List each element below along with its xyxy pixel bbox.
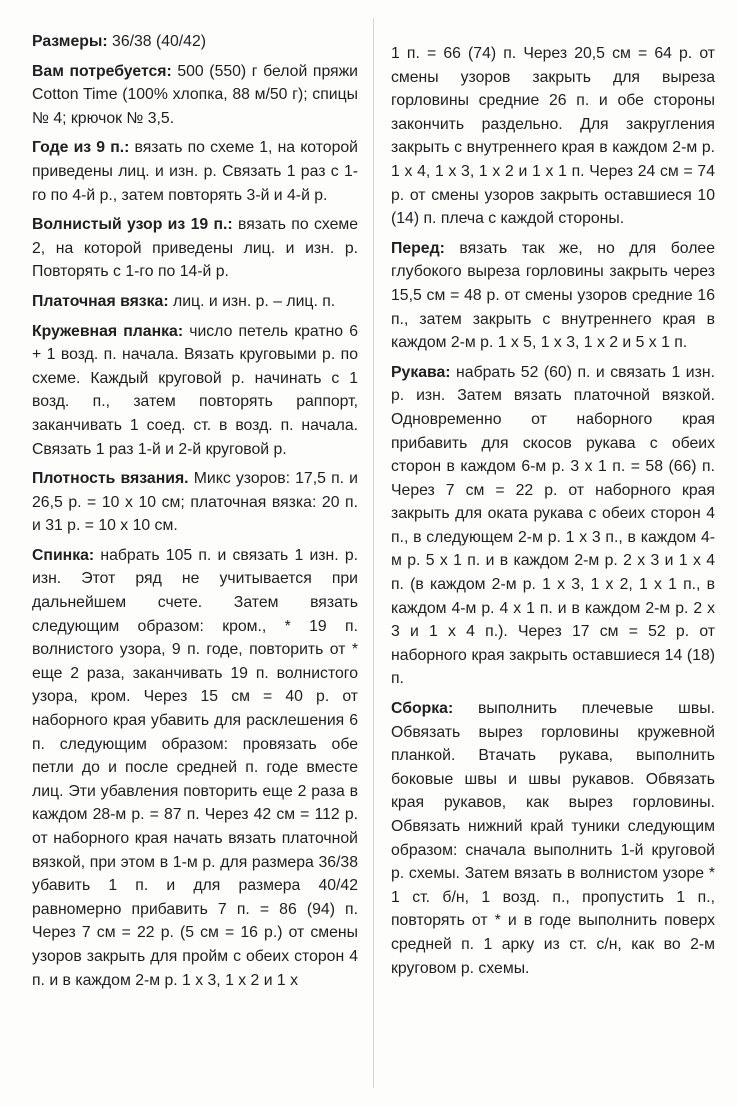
text-sleeves: набрать 52 (60) п. и связать 1 изн. р. изн. Затем вязать платочной вязкой. Одновременно от наборного края прибавить для скосов рукава с обеих сторон в каждом 6-м р. 3 х 1 п. = 58 (66) п. Через 7 см = 22 р. от наборного края закрыть для оката рукава с обеих сторон 4 п., в следующем 2-м р. 1 х 3 п., в каждом 4-м р. 5 х 1 п. и в каждом 2-м р. 2 х 3 и 1 х 4 п. (в каждом 2-м р. 1 х 3, 1 х 2, 1 х 1 п., в каждом 4-м р. 4 х 1 п. и в каждом 2-м р. 2 х 3 и 1 х 4 п.). Через 17 см = 52 р. от наборного края закрыть оставшиеся 14 (18) п. [391, 363, 715, 688]
paragraph-materials [32, 60, 358, 131]
text-back-continued: 1 п. = 66 (74) п. Через 20,5 см = 64 р. от смены узоров закрыть для выреза горловины средние 26 п. и обе стороны закончить раздельно. Для закругления закрыть с внутреннего края в каждом 2-м р. 1 х 4, 1 х 3, 1 х 2 и 1 х 1 п. Через 24 см = 74 р. от смены узоров закрыть оставшиеся 10 (14) п. плеча с каждой стороны. [391, 45, 715, 228]
paragraph-back [32, 544, 358, 992]
heading-materials: Вам потребуется: [32, 62, 172, 80]
paragraph-back-continued [391, 42, 715, 231]
text-assembly: выполнить плечевые швы. Обвязать вырез горловины кружевной планкой. Втачать рукава, выполнить боковые швы и швы рукавов. Обвязать края рукавов, как вырез горловины. Обвязать нижний край туники следующим образом: сначала выполнить 1-й круговой р. схемы. Затем вязать в волнистом узоре * 1 ст. б/н, 1 возд. п., пропустить 1 п., повторять от * и в годе выполнить поверх средней п. 1 арку из ст. с/н, как во 2-м круговом р. схемы. [391, 700, 715, 977]
column-divider [373, 18, 374, 1088]
paragraph-assembly [391, 697, 715, 980]
heading-sizes: Размеры: [32, 33, 108, 50]
text-front: вязать так же, но для более глубокого выреза горловины закрыть через 15,5 см = 48 р. от смены узоров средние 16 п., затем закрыть с внутреннего края в каждом 2-м р. 1 х 5, 1 х 3, 1 х 2 и 5 х 1 п. [391, 239, 715, 352]
text-wave-pattern: вязать по схеме 2, на которой приведены лиц. и изн. р. Повторять с 1-го по 14-й р. [32, 216, 358, 281]
paragraph-gode [32, 136, 358, 207]
paragraph-sleeves [391, 361, 715, 691]
heading-gauge: Плотность вязания. [32, 470, 189, 488]
heading-front: Перед: [391, 239, 445, 257]
paragraph-front [391, 237, 715, 355]
left-column [32, 30, 358, 998]
text-gauge: Микс узоров: 17,5 п. и 26,5 р. = 10 х 10 см; платочная вязка: 20 п. и 31 р. = 10 х 10 см. [32, 470, 358, 535]
paragraph-sizes [32, 30, 358, 54]
text-materials: 500 (550) г белой пряжи Cotton Time (100% хлопка, 88 м/50 г); спицы № 4; крючок № 3,5. [32, 62, 359, 127]
text-lace-edging: число петель кратно 6 + 1 возд. п. начала. Вязать круговыми р. по схеме. Каждый круговой р. начинать с 1 возд. п., затем повторять раппорт, заканчивать 1 соед. ст. в возд. п. начала. Связать 1 раз 1-й и 2-й круговой р. [32, 322, 359, 458]
heading-sleeves: Рукава: [391, 363, 451, 381]
right-column [391, 42, 715, 986]
paragraph-lace-edging [32, 320, 358, 462]
paragraph-garter-stitch [32, 290, 358, 314]
heading-lace-edging: Кружевная планка: [32, 322, 184, 340]
text-gode: вязать по схеме 1, на которой приведены лиц. и изн. р. Связать 1 раз с 1-го по 4-й р., затем повторять 3-й и 4-й р. [32, 139, 358, 204]
text-back: набрать 105 п. и связать 1 изн. р. изн. Этот ряд не учитывается при дальнейшем счете. Затем вязать следующим образом: кром., * 19 п. волнистого узора, 9 п. годе, повторить от * еще 2 раза, заканчивать 19 п. волнистого узора, кром. Через 15 см = 40 р. от наборного края убавить для расклешения 6 п. следующим образом: провязать обе петли до и после средней п. годе вместе лиц. Эти убавления повторить еще 2 раза в каждом 28-м р. = 87 п. Через 42 см = 112 р. от наборного края начать вязать платочной вязкой, при этом в 1-м р. для размера 36/38 убавить 1 п. и для размера 40/42 равномерно прибавить 7 п. = 86 (94) п. Через 7 см = 22 р. (5 см = 16 р.) от смены узоров закрыть для пройм с обеих сторон 4 п. и в каждом 2-м р. 1 х 3, 1 х 2 и 1 х [32, 546, 358, 989]
heading-gode: Годе из 9 п.: [32, 139, 130, 157]
text-sizes: 36/38 (40/42) [107, 33, 207, 50]
text-garter-stitch: лиц. и изн. р. – лиц. п. [168, 292, 336, 310]
heading-wave-pattern: Волнистый узор из 19 п.: [32, 216, 233, 234]
paragraph-wave-pattern [32, 213, 358, 284]
heading-garter-stitch: Платочная вязка: [32, 292, 169, 310]
heading-assembly: Сборка: [391, 700, 454, 718]
heading-back: Спинка: [32, 546, 95, 564]
paragraph-gauge [32, 467, 358, 538]
